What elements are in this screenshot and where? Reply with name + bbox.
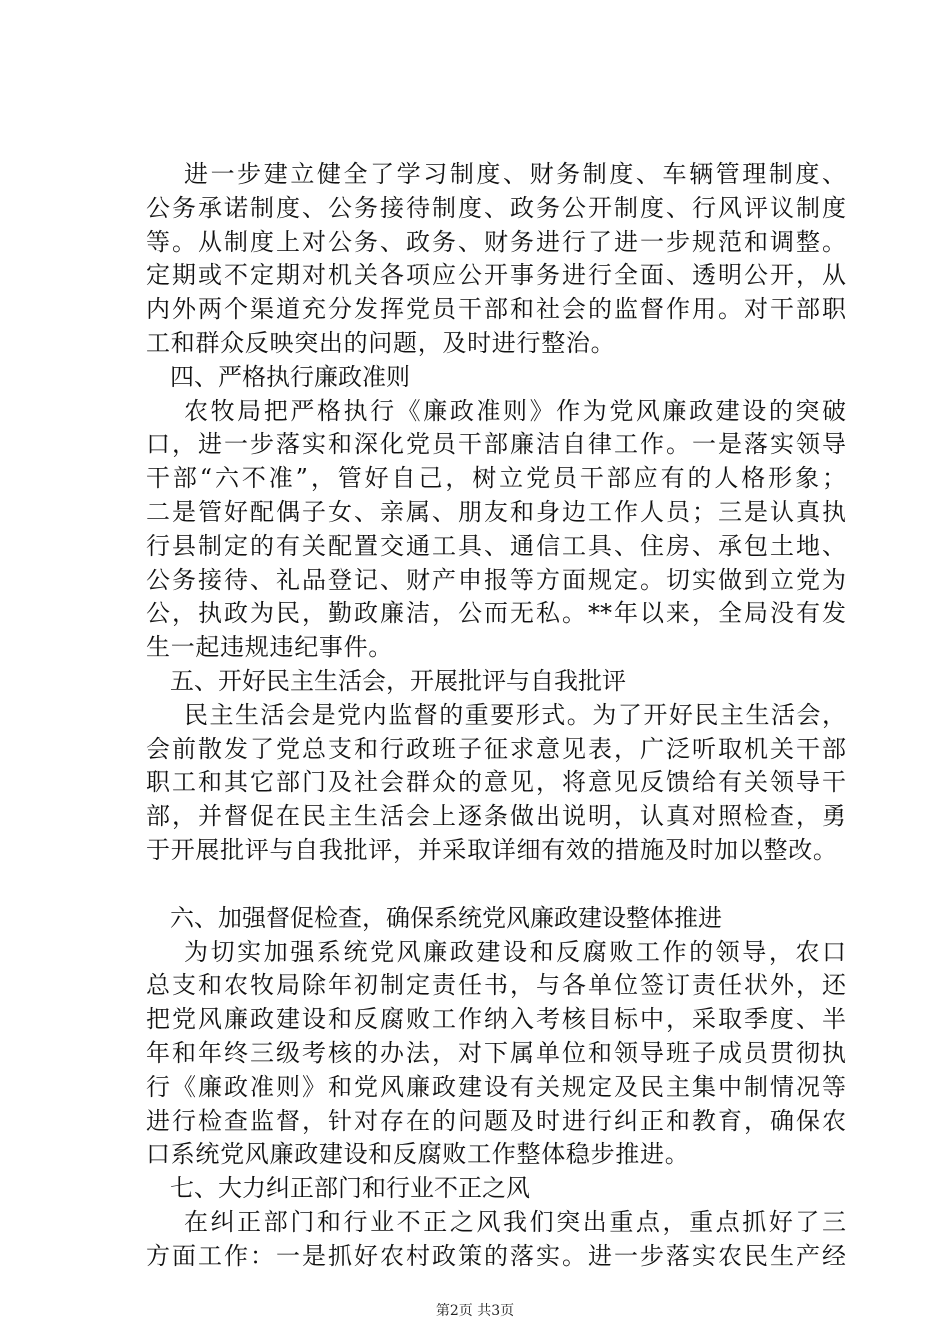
paragraph-gap (146, 868, 846, 902)
paragraph-line: 定期或不定期对机关各项应公开事务进行全面、透明公开，从 (146, 261, 846, 290)
paragraph-line: 为切实加强系统党风廉政建设和反腐败工作的领导，农口 (184, 937, 846, 966)
paragraph-line: 总支和农牧局除年初制定责任书，与各单位签订责任状外，还 (146, 971, 846, 1000)
paragraph-line: 内外两个渠道充分发挥党员干部和社会的监督作用。对干部职 (146, 295, 846, 324)
paragraph (146, 158, 846, 361)
document-body (146, 158, 846, 1274)
paragraph-line: 工和群众反映突出的问题，及时进行整治。 (146, 328, 616, 357)
paragraph-line: 口，进一步落实和深化党员干部廉洁自律工作。一是落实领导 (146, 430, 846, 459)
paragraph-line: 进一步建立健全了学习制度、财务制度、车辆管理制度、 (184, 160, 846, 188)
paragraph-line: 农牧局把严格执行《廉政准则》作为党风廉政建设的突破 (184, 396, 846, 425)
paragraph-line: 公务承诺制度、公务接待制度、政务公开制度、行风评议制度 (146, 193, 846, 222)
paragraph (146, 699, 846, 868)
paragraph-line: 职工和其它部门及社会群众的意见，将意见反馈给有关领导干 (146, 768, 846, 797)
section-heading: 五、开好民主生活会，开展批评与自我批评 (170, 666, 626, 695)
paragraph-line: 行县制定的有关配置交通工具、通信工具、住房、承包土地、 (146, 531, 846, 560)
section-heading: 六、加强督促检查，确保系统党风廉政建设整体推进 (170, 903, 722, 932)
paragraph-line: 等。从制度上对公务、政务、财务进行了进一步规范和调整。 (146, 227, 846, 256)
paragraph-line: 把党风廉政建设和反腐败工作纳入考核目标中，采取季度、半 (146, 1005, 846, 1034)
paragraph-line: 口系统党风廉政建设和反腐败工作整体稳步推进。 (146, 1140, 690, 1169)
paragraph (146, 1206, 846, 1274)
section-heading: 四、严格执行廉政准则 (170, 362, 410, 391)
section-heading: 七、大力纠正部门和行业不正之风 (170, 1174, 530, 1203)
paragraph-line: 进行检查监督，针对存在的问题及时进行纠正和教育，确保农 (146, 1106, 846, 1135)
paragraph-line: 生一起违规违纪事件。 (146, 633, 393, 662)
paragraph (146, 395, 846, 665)
paragraph-line: 会前散发了党总支和行政班子征求意见表，广泛听取机关干部 (146, 734, 846, 763)
paragraph-line: 在纠正部门和行业不正之风我们突出重点，重点抓好了三 (184, 1207, 846, 1236)
paragraph-line: 公，执政为民，勤政廉洁，公而无私。**年以来，全局没有发 (146, 599, 846, 628)
paragraph-line: 民主生活会是党内监督的重要形式。为了开好民主生活会， (184, 700, 846, 729)
paragraph (146, 936, 846, 1173)
paragraph-line: 干部“六不准”，管好自己，树立党员干部应有的人格形象； (146, 464, 846, 493)
paragraph-line: 部，并督促在民主生活会上逐条做出说明，认真对照检查，勇 (146, 802, 846, 831)
paragraph-line: 方面工作：一是抓好农村政策的落实。进一步落实农民生产经 (146, 1241, 846, 1270)
paragraph-line: 于开展批评与自我批评，并采取详细有效的措施及时加以整改。 (146, 835, 838, 864)
paragraph-line: 二是管好配偶子女、亲属、朋友和身边工作人员；三是认真执 (146, 497, 846, 526)
page-footer: 第2页 共3页 (435, 1303, 515, 1319)
paragraph-line: 行《廉政准则》和党风廉政建设有关规定及民主集中制情况等 (146, 1072, 846, 1101)
paragraph-line: 公务接待、礼品登记、财产申报等方面规定。切实做到立党为 (146, 565, 846, 594)
paragraph-line: 年和年终三级考核的办法，对下属单位和领导班子成员贯彻执 (146, 1038, 846, 1067)
